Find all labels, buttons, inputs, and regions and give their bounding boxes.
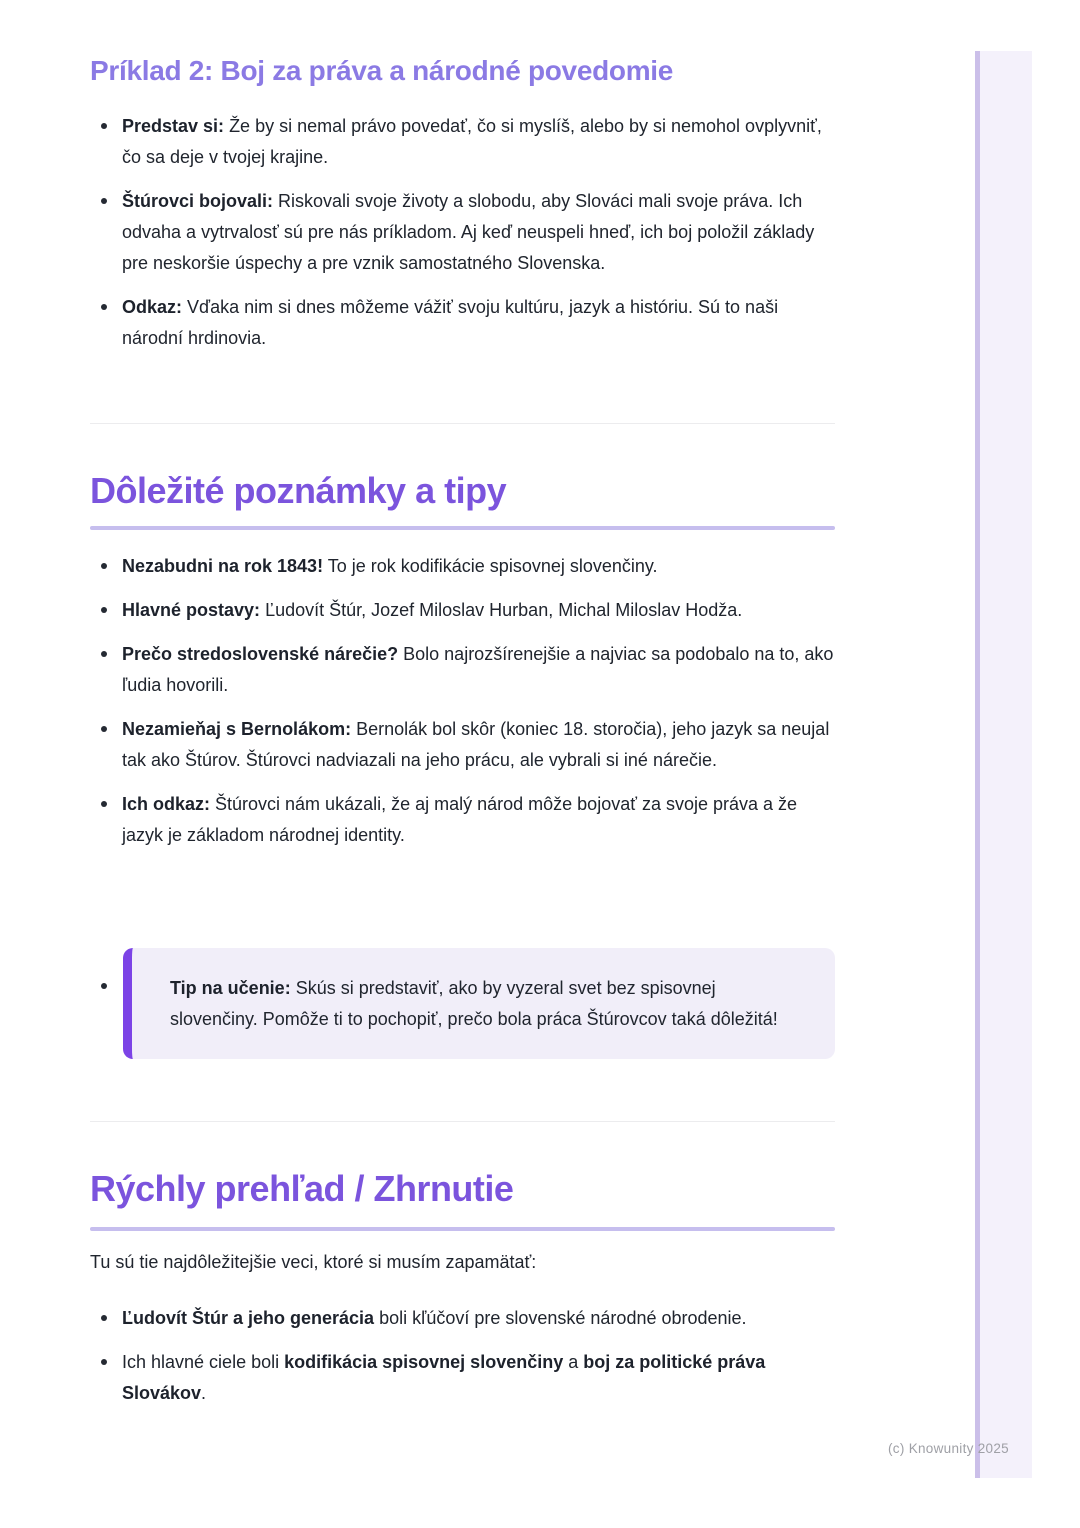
item-bold-label: Ich odkaz:	[122, 794, 211, 814]
document-content	[90, 0, 835, 1403]
list-item	[90, 639, 835, 701]
tip-callout-box	[123, 948, 835, 1059]
notes-bullet-list	[90, 551, 835, 864]
item-bold-label: kodifikácia spisovnej slovenčiny	[284, 1352, 564, 1372]
page-edge-strip	[975, 51, 1032, 1478]
list-item	[90, 186, 835, 279]
list-item	[90, 595, 835, 626]
summary-intro-text: Tu sú tie najdôležitejšie veci, ktoré si musím zapamätať:	[90, 1252, 537, 1272]
item-text: a	[563, 1352, 584, 1372]
item-text: To je rok kodifikácie spisovnej slovenčiny.	[323, 556, 658, 576]
item-text: .	[201, 1383, 207, 1403]
item-text: Že by si nemal právo povedať, čo si myslíš, alebo by si nemohol ovplyvniť, čo sa deje v tvojej krajine.	[122, 116, 822, 167]
list-item	[90, 111, 835, 173]
list-item	[90, 292, 835, 354]
list-item	[90, 714, 835, 776]
item-bold-label: Štúrovci bojovali:	[122, 191, 274, 211]
item-text: Štúrovci nám ukázali, že aj malý národ môže bojovať za svoje práva a že jazyk je základom národnej identity.	[122, 794, 798, 845]
item-text: Riskovali svoje životy a slobodu, aby Slováci mali svoje práva. Ich odvaha a vytrvalosť sú pre nás príkladom. Aj keď neuspeli hneď, ich boj položil základy pre neskoršie úspechy a pre vznik samostatného Slovenska.	[122, 191, 815, 273]
item-bold-label: Predstav si:	[122, 116, 225, 136]
item-bold-label: Nezabudni na rok 1843!	[122, 556, 324, 576]
section-heading-example: Príklad 2: Boj za práva a národné povedomie	[90, 55, 674, 86]
summary-bullet-list	[90, 1303, 835, 1422]
item-text: Ľudovít Štúr, Jozef Miloslav Hurban, Michal Miloslav Hodža.	[260, 600, 743, 620]
example-bullet-list	[90, 111, 835, 367]
list-item	[90, 1303, 835, 1334]
item-text: boli kľúčoví pre slovenské národné obrodenie.	[374, 1308, 747, 1328]
section-divider	[90, 423, 835, 424]
tip-bold-label: Tip na učenie:	[170, 978, 291, 998]
list-item	[90, 551, 835, 582]
heading-underline	[90, 1227, 835, 1231]
item-text: Vďaka nim si dnes môžeme vážiť svoju kultúru, jazyk a históriu. Sú to naši národní hrdinovia.	[122, 297, 779, 348]
item-bold-label: boj za politické práva Slovákov	[122, 1352, 766, 1403]
list-item	[90, 1347, 835, 1409]
section-heading-summary: Rýchly prehľad / Zhrnutie	[90, 1168, 514, 1209]
section-heading-notes: Dôležité poznámky a tipy	[90, 470, 507, 511]
item-bold-label: Prečo stredoslovenské nárečie?	[122, 644, 399, 664]
heading-underline	[90, 526, 835, 530]
copyright-watermark: (c) Knowunity 2025	[888, 1441, 1009, 1456]
item-bold-label: Odkaz:	[122, 297, 183, 317]
item-text: Bernolák bol skôr (koniec 18. storočia), jeho jazyk sa neujal tak ako Štúrov. Štúrovci nadviazali na jeho prácu, ale vybrali si iné nárečie.	[122, 719, 830, 770]
tip-text: Skús si predstaviť, ako by vyzeral svet bez spisovnej slovenčiny. Pomôže ti to pochopiť, prečo bola práca Štúrovcov taká dôležitá!	[170, 978, 778, 1029]
item-bold-label: Nezamieňaj s Bernolákom:	[122, 719, 352, 739]
item-text: Bolo najrozšírenejšie a najviac sa podobalo na to, ako ľudia hovorili.	[122, 644, 834, 695]
item-text: Ich hlavné ciele boli	[122, 1352, 285, 1372]
item-bold-label: Hlavné postavy:	[122, 600, 261, 620]
section-divider	[90, 1121, 835, 1122]
tip-list-item	[90, 948, 835, 1059]
list-item	[90, 789, 835, 851]
item-bold-label: Ľudovít Štúr a jeho generácia	[122, 1308, 375, 1328]
